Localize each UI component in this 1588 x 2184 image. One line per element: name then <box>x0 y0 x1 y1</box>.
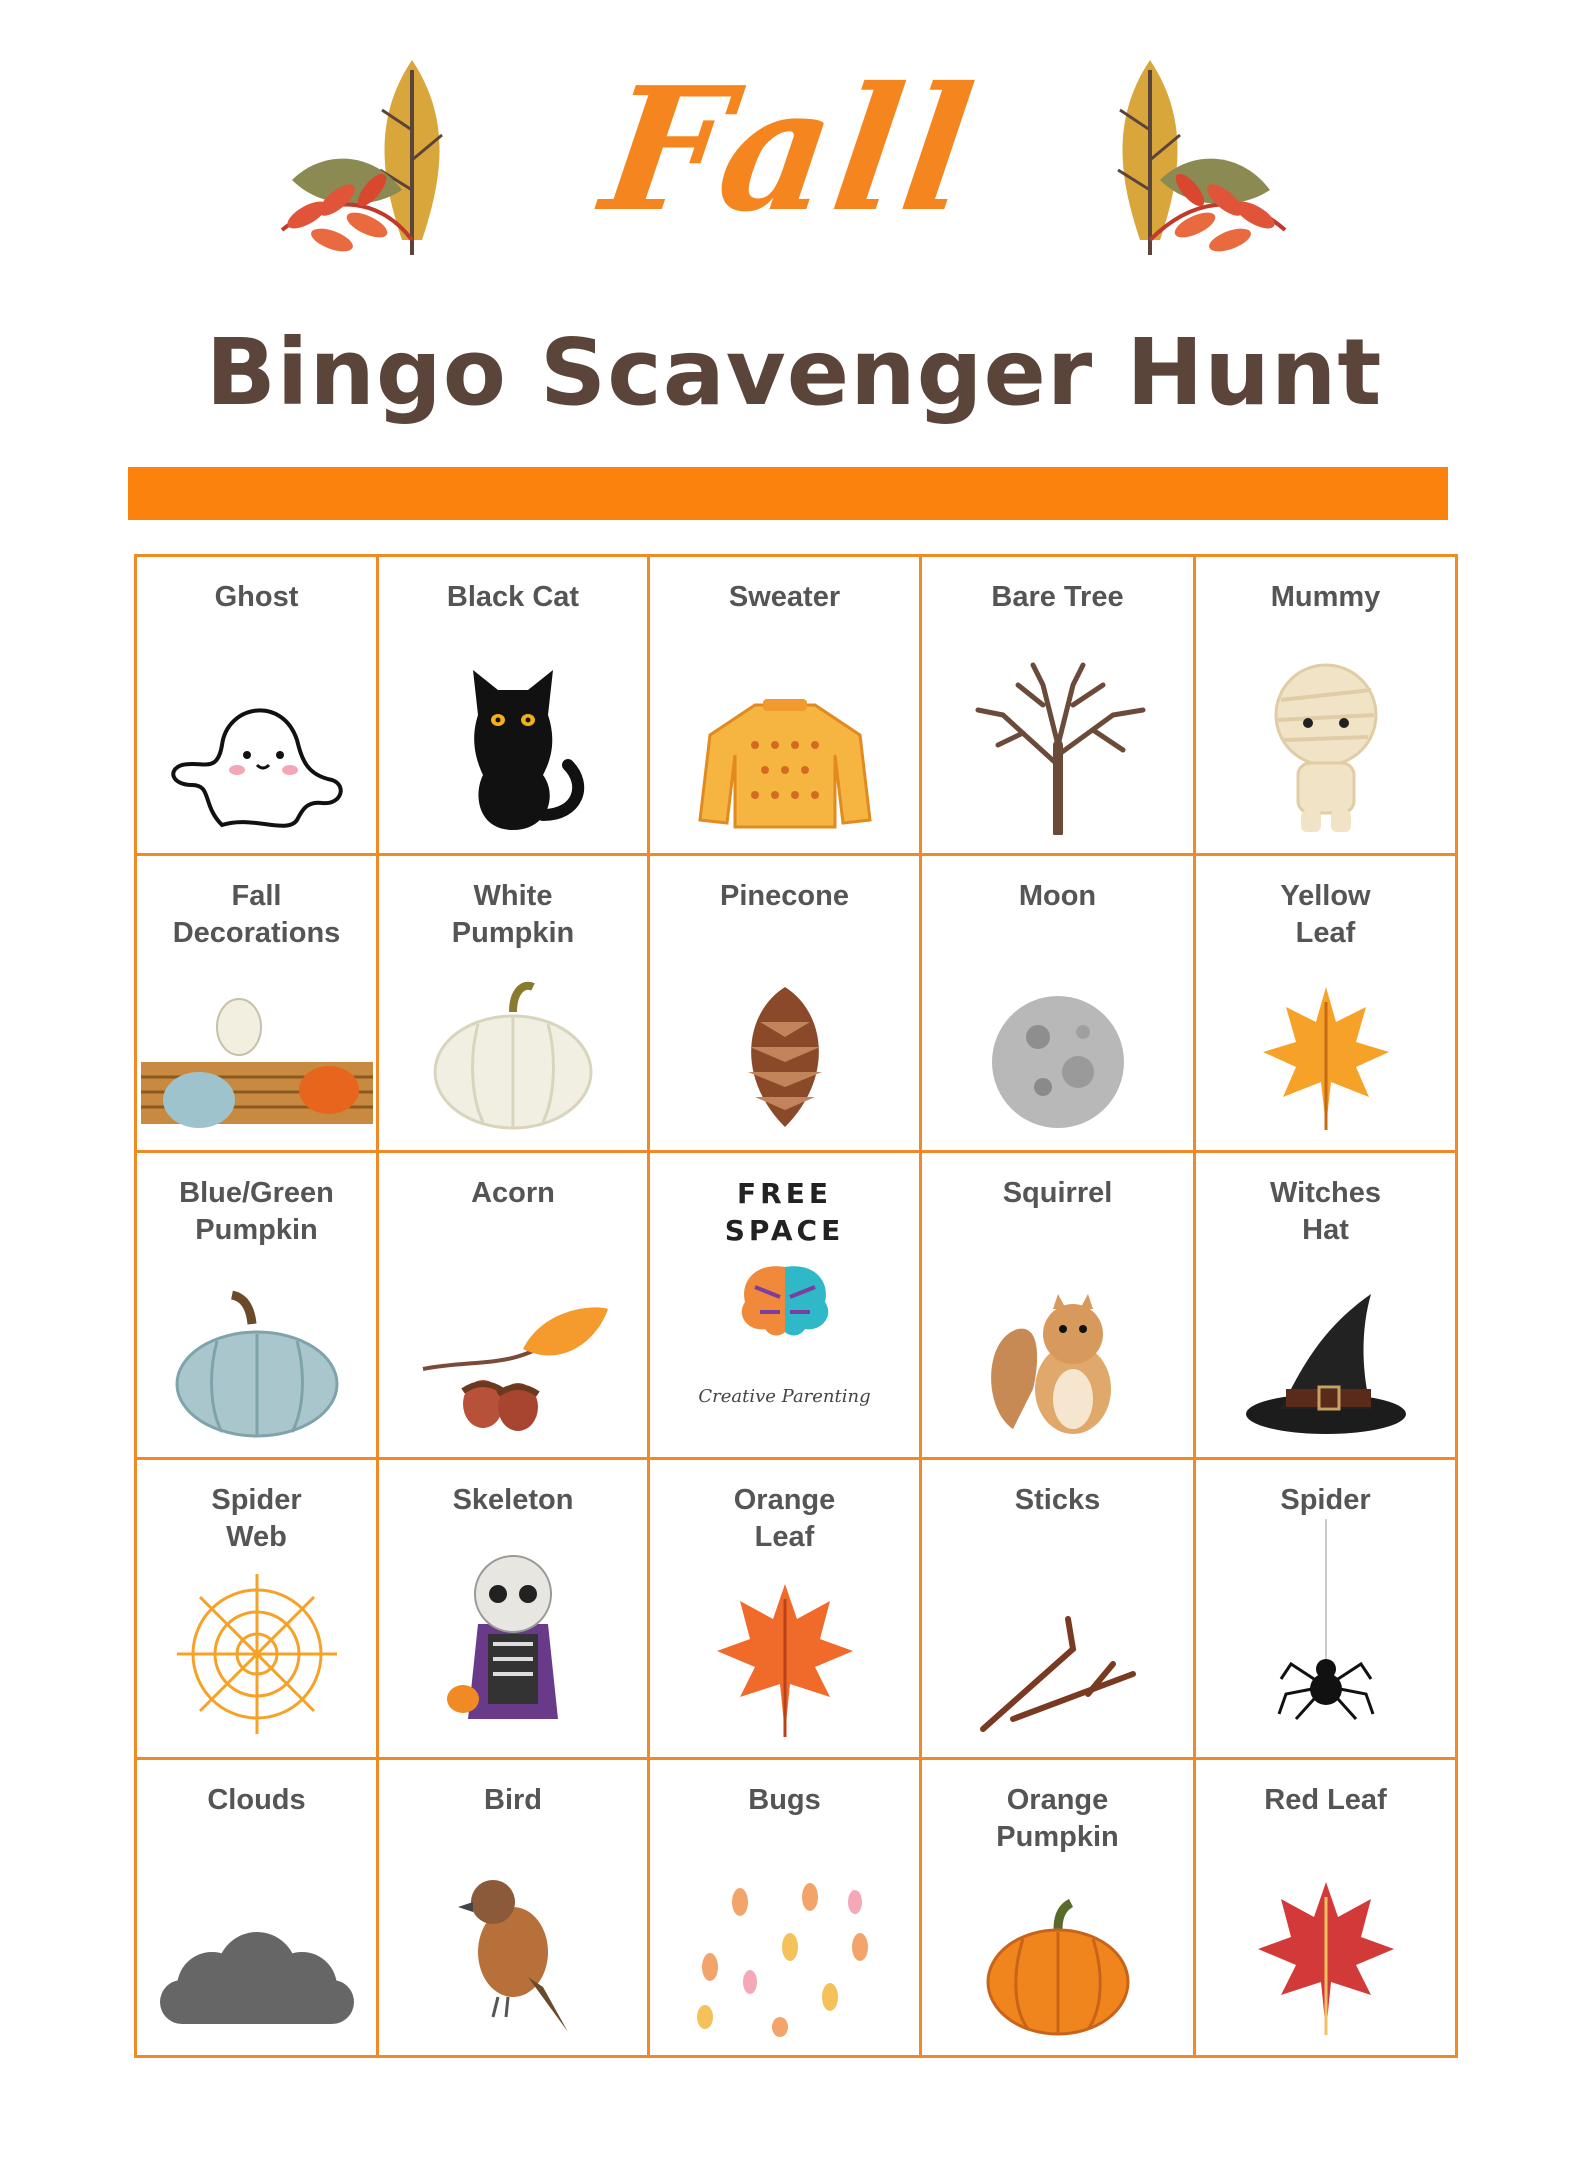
header <box>0 0 1588 470</box>
bare-tree-icon <box>922 655 1193 835</box>
moon-icon <box>922 992 1193 1132</box>
bingo-cell <box>379 1760 650 2055</box>
bingo-cell <box>650 557 922 856</box>
bingo-cell-label: Orange Pumpkin <box>996 1784 1119 1853</box>
orange-divider-bar <box>128 467 1448 520</box>
bingo-cell <box>137 1460 379 1760</box>
autumn-leaves-left-icon <box>262 40 562 310</box>
clouds-icon <box>137 1927 376 2037</box>
black-cat-icon <box>379 645 647 835</box>
witches-hat-icon <box>1196 1289 1455 1439</box>
squirrel-icon <box>922 1279 1193 1439</box>
bingo-cell <box>137 856 379 1153</box>
bingo-cell <box>1196 557 1455 856</box>
bingo-cell-label: Blue/Green Pumpkin <box>179 1177 334 1246</box>
bingo-cell <box>1196 1460 1455 1760</box>
title-subtitle: Bingo Scavenger Hunt <box>205 319 1383 426</box>
bingo-cell-label: Bugs <box>748 1784 821 1816</box>
bingo-cell-label: Spider Web <box>211 1484 302 1553</box>
bingo-board <box>134 554 1458 2058</box>
bingo-cell-label: Bare Tree <box>991 581 1124 613</box>
bingo-cell-label: Pinecone <box>720 880 849 912</box>
bingo-cell <box>379 557 650 856</box>
bingo-cell <box>379 856 650 1153</box>
bingo-cell <box>922 856 1196 1153</box>
bingo-cell <box>1196 856 1455 1153</box>
bingo-cell-label: Orange Leaf <box>733 1484 836 1553</box>
bingo-cell <box>1196 1153 1455 1460</box>
bingo-cell-label: Sweater <box>728 581 841 613</box>
bingo-cell-label: FREE SPACE <box>724 1177 845 1247</box>
bingo-cell <box>922 1460 1196 1760</box>
bingo-cell-label: Spider <box>1280 1484 1371 1516</box>
bingo-cell <box>650 856 922 1153</box>
bingo-cell-label: Acorn <box>471 1177 555 1209</box>
pinecone-icon <box>650 982 919 1132</box>
bingo-cell <box>922 1153 1196 1460</box>
bingo-cell <box>379 1153 650 1460</box>
yellow-leaf-icon <box>1196 982 1455 1132</box>
spider-web-icon <box>137 1569 376 1739</box>
skeleton-icon <box>379 1549 647 1739</box>
brand-logo-text: Creative Parenting <box>698 1386 871 1407</box>
mummy-icon <box>1196 655 1455 835</box>
bingo-cell-label: Ghost <box>214 581 299 613</box>
bingo-cell-label: Fall Decorations <box>172 880 341 949</box>
bingo-cell-label: Witches Hat <box>1270 1177 1381 1246</box>
bingo-cell-label: Black Cat <box>446 581 580 613</box>
bingo-cell <box>379 1460 650 1760</box>
bingo-cell <box>1196 1760 1455 2055</box>
sticks-icon <box>922 1609 1193 1739</box>
title-fall: Fall <box>592 50 988 250</box>
bugs-icon <box>650 1877 919 2037</box>
bingo-cell-label: White Pumpkin <box>451 880 575 949</box>
orange-leaf-icon <box>650 1579 919 1739</box>
bingo-cell-label: Red Leaf <box>1264 1784 1387 1816</box>
fall-decorations-icon <box>137 982 376 1132</box>
bingo-cell-label: Yellow Leaf <box>1280 880 1371 949</box>
bingo-cell <box>650 1460 922 1760</box>
bird-icon <box>379 1867 647 2037</box>
sweater-icon <box>650 695 919 835</box>
white-pumpkin-icon <box>379 972 647 1132</box>
bingo-cell <box>922 557 1196 856</box>
bingo-cell <box>650 1153 922 1460</box>
brain-logo-icon <box>650 1257 919 1367</box>
bingo-cell-label: Squirrel <box>1002 1177 1113 1209</box>
bingo-cell-label: Skeleton <box>452 1484 574 1516</box>
bingo-cell <box>650 1760 922 2055</box>
bingo-cell <box>137 1153 379 1460</box>
ghost-icon <box>137 685 376 835</box>
blue-green-pumpkin-icon <box>137 1289 376 1439</box>
autumn-leaves-right-icon <box>1000 40 1300 310</box>
spider-icon <box>1196 1519 1455 1739</box>
bingo-cell-label: Moon <box>1018 880 1097 912</box>
bingo-cell-label: Bird <box>484 1784 542 1816</box>
orange-pumpkin-icon <box>922 1897 1193 2037</box>
bingo-cell <box>137 1760 379 2055</box>
bingo-cell <box>137 557 379 856</box>
acorn-icon <box>379 1299 647 1439</box>
bingo-cell <box>922 1760 1196 2055</box>
bingo-cell-label: Sticks <box>1014 1484 1101 1516</box>
bingo-cell-label: Mummy <box>1270 581 1381 613</box>
red-leaf-icon <box>1196 1877 1455 2037</box>
bingo-cell-label: Clouds <box>207 1784 306 1816</box>
